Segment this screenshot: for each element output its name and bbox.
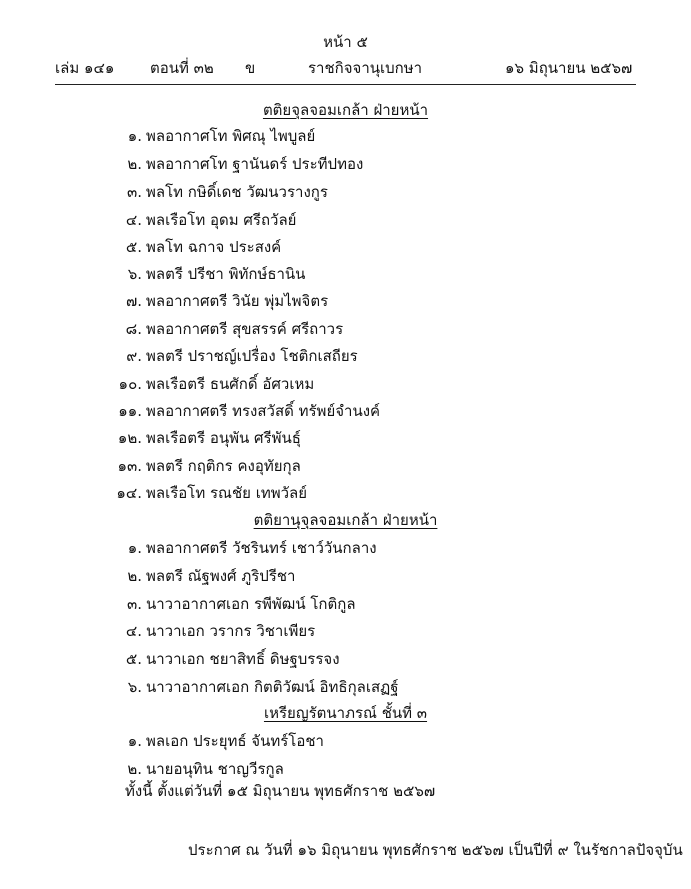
list-item: ๔. พลเรือโท อุดม ศรีถวัลย์ [125,211,297,229]
list-item: ๕. พลโท ฉกาจ ประสงค์ [125,238,282,256]
list-item: ๔. นาวาเอก วรากร วิชาเพียร [125,622,316,640]
issue-label: ตอนที่ ๓๒ [150,59,214,77]
list-item: ๑๓. พลตรี กฤติกร คงอุทัยกุล [117,457,301,475]
section-title-ratanabhorn: เหรียญรัตนาภรณ์ ชั้นที่ ๓ [263,704,428,722]
header-divider [55,84,636,85]
list-item: ๗. พลอากาศตรี วินัย พุ่มไพจิตร [125,292,329,310]
list-item: ๒. พลตรี ณัฐพงศ์ ภูริปรีชา [127,567,296,585]
list-item: ๑. พลเอก ประยุทธ์ จันทร์โอชา [127,732,324,750]
header-date: ๑๖ มิถุนายน ๒๕๖๗ [505,59,633,77]
gazette-name: ราชกิจจานุเบกษา [308,59,423,77]
list-item: ๕. นาวาเอก ชยาสิทธิ์ ดิษฐบรรจง [125,650,340,668]
list-item: ๑๒. พลเรือตรี อนุพัน ศรีพันธุ์ [117,429,301,447]
list-item: ๑. พลอากาศโท พิศณุ ไพบูลย์ [127,127,316,145]
section-title-tertiary-anu-chula: ตติยานุจุลจอมเกล้า ฝ่ายหน้า [253,511,438,529]
list-item: ๑. พลอากาศตรี วัชรินทร์ เชาว์วันกลาง [127,539,377,557]
section-title-tertiary-chula: ตติยจุลจอมเกล้า ฝ่ายหน้า [262,101,429,119]
effective-date-text: ทั้งนี้ ตั้งแต่วันที่ ๑๕ มิถุนายน พุทธศักราช ๒๕๖๗ [125,782,436,800]
list-item: ๑๑. พลอากาศตรี ทรงสวัสดิ์ ทรัพย์จำนงค์ [118,402,381,420]
list-item: ๑๔. พลเรือโท รณชัย เทพวัลย์ [116,484,308,502]
volume-label: เล่ม ๑๔๑ [55,59,115,77]
list-item: ๓. พลโท กษิดิ์เดช วัฒนวรางกูร [126,183,328,201]
list-item: ๒. นายอนุทิน ชาญวีรกูล [127,760,284,778]
list-item: ๖. นาวาอากาศเอก กิตติวัฒน์ อิทธิกุลเสฏฐ์ [127,678,399,696]
list-item: ๑๐. พลเรือตรี ธนศักดิ์ อัศวเหม [118,375,315,393]
list-item: ๘. พลอากาศตรี สุขสรรค์ ศรีถาวร [125,320,344,338]
list-item: ๖. พลตรี ปรีชา พิทักษ์ธานิน [127,265,306,283]
announcement-text: ประกาศ ณ วันที่ ๑๖ มิถุนายน พุทธศักราช ๒๕๖๗ เป็นปีที่ ๙ ในรัชกาลปัจจุบัน [188,841,683,859]
list-item: ๒. พลอากาศโท ฐานันดร์ ประทีปทอง [127,155,364,173]
list-item: ๓. นาวาอากาศเอก รพีพัฒน์ โกติกูล [126,595,356,613]
list-item: ๙. พลตรี ปราชญ์เปรื่อง โชติกเสถียร [126,347,358,365]
part-label: ข [245,59,256,77]
page-number: หน้า ๕ [323,33,368,51]
